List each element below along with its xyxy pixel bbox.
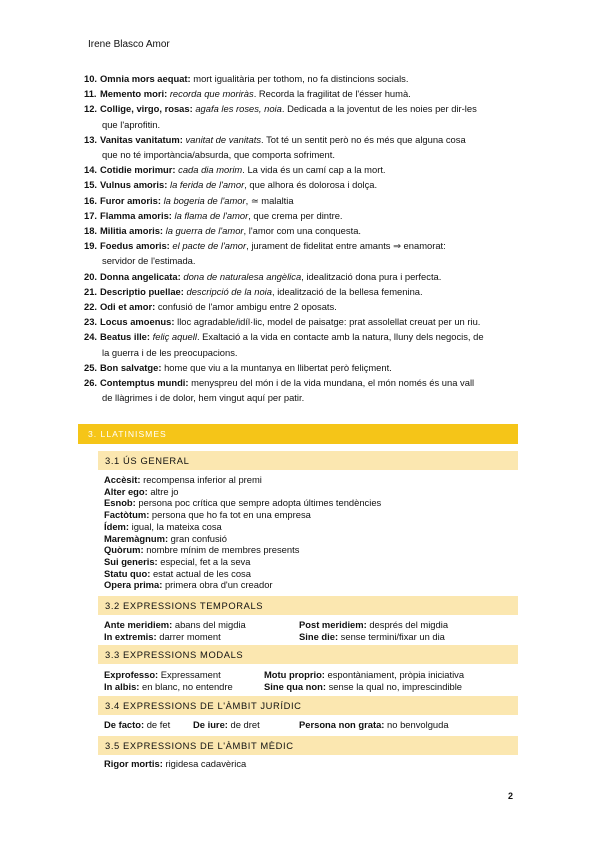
- list-item: [84, 269, 516, 284]
- item-number: 19.: [84, 240, 98, 252]
- list-item: [84, 299, 516, 314]
- definition: no benvolguda: [384, 719, 449, 730]
- item-description: mort igualitària per tothom, no fa distincions socials.: [190, 73, 409, 84]
- item-number: 22.: [84, 301, 98, 313]
- list-item: [84, 223, 516, 238]
- item-description: , ≃ malaltia: [245, 194, 294, 206]
- definition: en blanc, no entendre: [139, 680, 233, 692]
- author-header: Irene Blasco Amor: [88, 39, 170, 50]
- item-translation: descripció de la noia: [186, 285, 272, 297]
- item-term: Beatus ille:: [100, 331, 151, 343]
- item-term: Vulnus amoris:: [100, 179, 168, 191]
- page-number: 2: [508, 791, 514, 801]
- item-number: 16.: [84, 194, 98, 206]
- item-description: . Recorda la fragilitat de l'ésser humà.: [253, 88, 411, 100]
- item-number: 23.: [84, 316, 98, 328]
- term-row: [104, 474, 381, 486]
- definition: de dret: [227, 719, 260, 730]
- item-description: , que crema per dintre.: [248, 209, 343, 221]
- list-item: [84, 360, 516, 375]
- item-translation: agafa les roses, noia: [195, 103, 282, 115]
- item-description: , que alhora és dolorosa i dolça.: [244, 179, 378, 191]
- subsection-heading-modals: [98, 645, 518, 664]
- item-term: Omnia mors aequat:: [100, 73, 191, 84]
- item-number: 21.: [84, 285, 98, 297]
- temporals-col-2: [299, 619, 448, 642]
- term: Statu quo:: [104, 567, 151, 579]
- item-number: 15.: [84, 179, 98, 191]
- term-row: [104, 533, 381, 545]
- medic-item: [104, 758, 246, 770]
- definition: especial, fet a la seva: [157, 555, 251, 567]
- term: Post meridiem:: [299, 619, 367, 630]
- item-term: Donna angelicata:: [100, 270, 181, 282]
- term-row: [104, 486, 381, 498]
- item-number: 13.: [84, 133, 98, 145]
- item-number: 26.: [84, 377, 98, 389]
- us-general-list: [104, 474, 381, 591]
- item-translation: la flama de l'amor: [174, 209, 249, 221]
- definition: recompensa inferior al premi: [140, 474, 262, 485]
- term: In albis:: [104, 680, 140, 692]
- item-number: 20.: [84, 270, 98, 282]
- list-item: [84, 132, 516, 162]
- list-item: [84, 101, 516, 131]
- term-row: [104, 631, 246, 643]
- subsection-title: 3.5 EXPRESSIONS DE L'ÀMBIT MÈDIC: [105, 740, 294, 751]
- term-row: [104, 681, 233, 693]
- term: Exprofesso:: [104, 669, 159, 680]
- definition: després del migdia: [366, 619, 449, 630]
- item-term: Cotidie morimur:: [100, 164, 176, 176]
- item-continuation: de llàgrimes i de dolor, hem vingut aquí per patir.: [102, 392, 305, 404]
- term-row: [299, 619, 448, 631]
- list-item: [84, 329, 516, 359]
- section-heading-llatinismes: [78, 424, 518, 444]
- term: Sui generis:: [104, 555, 158, 567]
- item-continuation: servidor de l'estimada.: [102, 255, 196, 267]
- item-term: Memento mori:: [100, 88, 168, 100]
- subsection-title: 3.3 EXPRESSIONS MODALS: [105, 649, 244, 660]
- item-continuation: la guerra i de les preocupacions.: [102, 346, 238, 358]
- list-item: [84, 86, 516, 101]
- item-description: , jurament de fidelitat entre amants ⇒ enamorat:: [246, 240, 446, 252]
- item-description: . Dedicada a la joventut de les noies per dir-les: [281, 103, 477, 115]
- definition: rigidesa cadavèrica: [162, 758, 247, 769]
- definition: estat actual de les cosa: [150, 567, 251, 579]
- item-description: , idealització de la bellesa femenina.: [271, 285, 423, 297]
- definition: sense termini/fixar un dia: [338, 630, 445, 642]
- section-title: 3. LLATINISMES: [88, 429, 167, 439]
- item-term: Bon salvatge:: [100, 361, 162, 373]
- item-term: Furor amoris:: [100, 194, 161, 206]
- item-number: 17.: [84, 209, 98, 221]
- item-term: Contemptus mundi:: [100, 377, 189, 389]
- term-row: [264, 669, 464, 681]
- term: Sine qua non:: [264, 680, 326, 692]
- item-description: , idealització dona pura i perfecta.: [301, 270, 442, 282]
- term: Accèsit:: [104, 474, 141, 485]
- term: Alter ego:: [104, 485, 148, 497]
- term: Opera prima:: [104, 579, 163, 591]
- term: Sine die:: [299, 630, 339, 642]
- modals-col-2: [264, 669, 464, 692]
- definition: igual, la mateixa cosa: [129, 520, 222, 532]
- item-number: 25.: [84, 361, 98, 373]
- item-description: . Tot té un sentit però no és més que alguna cosa: [261, 133, 466, 145]
- juridic-item-3: [299, 719, 449, 731]
- list-item: [84, 208, 516, 223]
- item-translation: recorda que moriràs: [169, 88, 254, 100]
- term: Quòrum:: [104, 544, 144, 556]
- definition: abans del migdia: [172, 619, 246, 630]
- item-translation: cada dia morim: [178, 164, 243, 176]
- term-row: [104, 509, 381, 521]
- latin-topics-list: [84, 71, 516, 405]
- term: Esnob:: [104, 497, 136, 509]
- term-row: [104, 619, 246, 631]
- definition: espontàniament, pròpia iniciativa: [324, 669, 465, 680]
- item-translation: la ferida de l'amor: [169, 179, 245, 191]
- item-translation: la bogeria de l'amor: [163, 194, 246, 206]
- definition: persona que ho fa tot en una empresa: [149, 509, 311, 521]
- term-row: [104, 579, 381, 591]
- item-description: lloc agradable/idíl·lic, model de paisatge: prat assolellat creuat per un riu.: [174, 316, 481, 328]
- item-description: confusió de l'amor ambigu entre 2 oposats.: [155, 301, 337, 313]
- subsection-title: 3.4 EXPRESSIONS DE L'ÀMBIT JURÍDIC: [105, 700, 302, 711]
- item-term: Flamma amoris:: [100, 209, 172, 221]
- item-description: . La vida és un camí cap a la mort.: [242, 164, 386, 176]
- term: In extremis:: [104, 630, 157, 642]
- item-continuation: que no té importància/absurda, que comporta sofriment.: [102, 149, 335, 161]
- item-translation: la guerra de l'amor: [165, 225, 244, 237]
- term-row: [104, 669, 233, 681]
- juridic-item-2: [193, 719, 260, 731]
- term-row: [104, 568, 381, 580]
- term: De facto:: [104, 719, 145, 730]
- item-description: , l'amor com una conquesta.: [243, 225, 362, 237]
- term-row: [264, 681, 464, 693]
- definition: gran confusió: [168, 532, 227, 544]
- modals-col-1: [104, 669, 233, 692]
- item-translation: feliç aquell: [152, 331, 197, 343]
- item-term: Odi et amor:: [100, 301, 156, 313]
- term-row: [104, 521, 381, 533]
- item-term: Militia amoris:: [100, 225, 164, 237]
- definition: altre jo: [147, 485, 179, 497]
- list-item: [84, 162, 516, 177]
- juridic-item-1: [104, 719, 170, 731]
- term: Ante meridiem:: [104, 619, 173, 630]
- subsection-title: 3.2 EXPRESSIONS TEMPORALS: [105, 600, 264, 611]
- item-description: . Exaltació a la vida en contacte amb la natura, lluny dels negocis, de: [196, 331, 484, 343]
- item-number: 12.: [84, 103, 98, 115]
- temporals-col-1: [104, 619, 246, 642]
- term: Ídem:: [104, 520, 130, 532]
- term: Rigor mortis:: [104, 758, 163, 769]
- term-row: [104, 497, 381, 509]
- list-item: [84, 284, 516, 299]
- list-item: [84, 238, 516, 268]
- item-translation: el pacte de l'amor: [172, 240, 247, 252]
- term: De iure:: [193, 719, 228, 730]
- definition: sense la qual no, imprescindible: [325, 680, 462, 692]
- item-number: 18.: [84, 225, 98, 237]
- subsection-heading-us-general: [98, 451, 518, 470]
- list-item: [84, 193, 516, 208]
- item-description: menyspreu del món i de la vida mundana, el món només és una vall: [188, 377, 475, 389]
- definition: darrer moment: [156, 630, 221, 642]
- term: Persona non grata:: [299, 719, 385, 730]
- term-row: [104, 556, 381, 568]
- subsection-heading-juridic: [98, 696, 518, 715]
- list-item: [84, 314, 516, 329]
- term: Factòtum:: [104, 509, 150, 521]
- definition: primera obra d'un creador: [162, 579, 273, 591]
- item-term: Locus amoenus:: [100, 316, 175, 328]
- list-item: [84, 177, 516, 192]
- item-term: Vanitas vanitatum:: [100, 133, 183, 145]
- list-item: [84, 71, 516, 86]
- item-translation: vanitat de vanitats: [185, 133, 262, 145]
- item-description: home que viu a la muntanya en llibertat però feliçment.: [161, 361, 392, 373]
- list-item: [84, 375, 516, 405]
- definition: persona poc crítica que sempre adopta últimes tendències: [135, 497, 382, 509]
- item-number: 24.: [84, 331, 98, 343]
- item-term: Foedus amoris:: [100, 240, 170, 252]
- term: Motu proprio:: [264, 669, 325, 680]
- definition: de fet: [144, 719, 171, 730]
- item-number: 11.: [84, 88, 97, 100]
- item-number: 14.: [84, 164, 98, 176]
- subsection-heading-medic: [98, 736, 518, 755]
- item-translation: dona de naturalesa angèlica: [183, 270, 302, 282]
- item-term: Descriptio puellae:: [100, 285, 184, 297]
- term-row: [104, 544, 381, 556]
- subsection-title: 3.1 ÚS GENERAL: [105, 455, 190, 466]
- item-continuation: que l'aprofitin.: [102, 118, 161, 130]
- definition: Expressament: [160, 669, 221, 680]
- item-term: Collige, virgo, rosas:: [100, 103, 193, 115]
- subsection-heading-temporals: [98, 596, 518, 615]
- term-row: [299, 631, 448, 643]
- definition: nombre mínim de membres presents: [143, 544, 300, 556]
- term: Maremàgnum:: [104, 532, 169, 544]
- item-number: 10.: [84, 73, 98, 84]
